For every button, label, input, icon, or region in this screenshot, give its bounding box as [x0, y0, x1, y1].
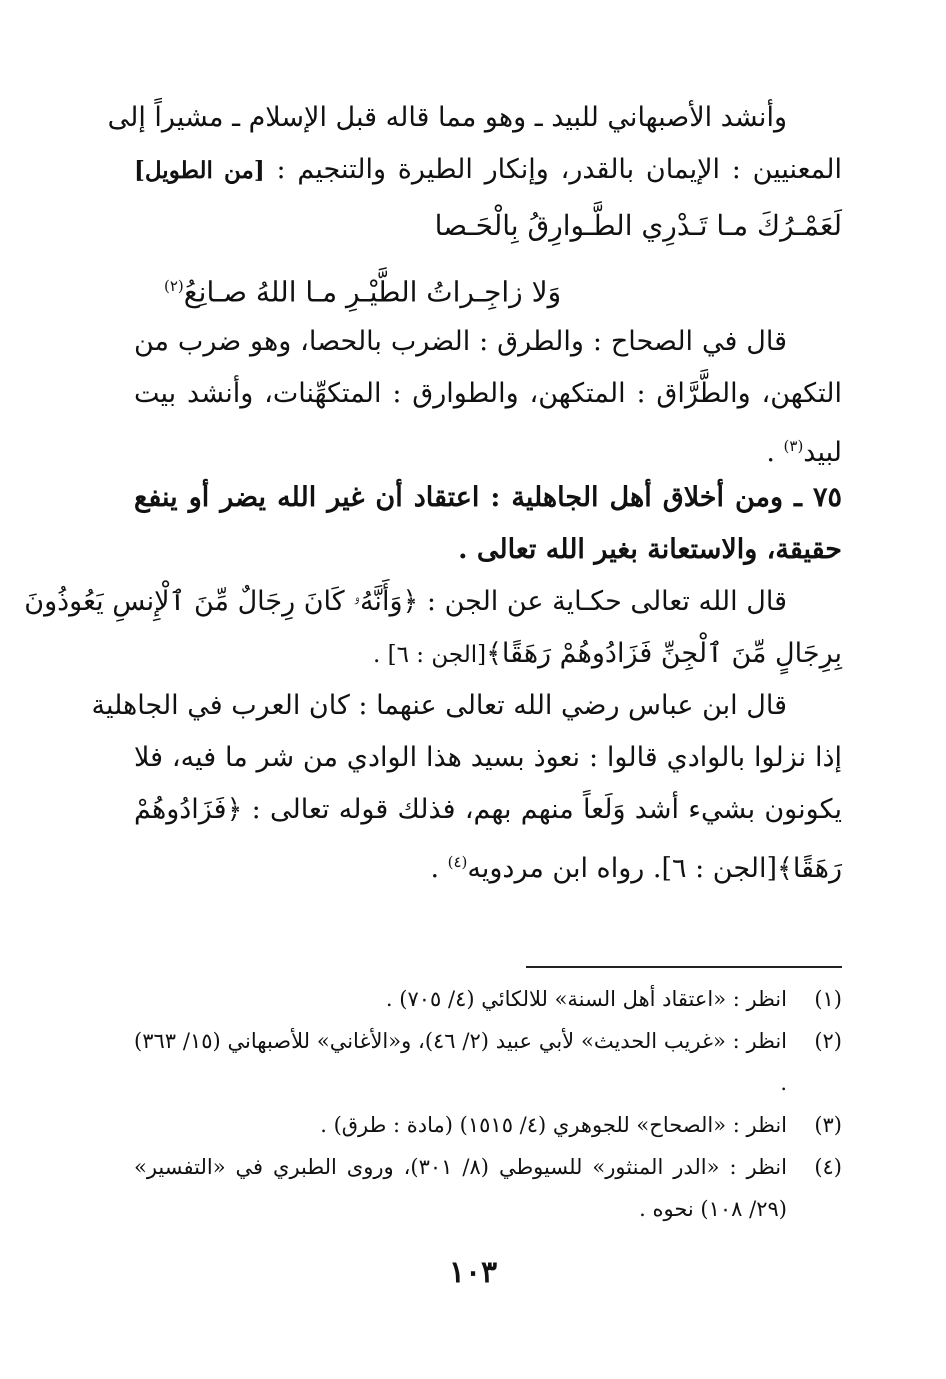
footnote-ref-2[interactable]: (٢)	[164, 277, 184, 295]
poem-verse-1: لَعَمْـرُكَ مـا تَـدْرِي الطَّـوارِقُ بِالْحَـصا	[434, 209, 842, 242]
page-number: ١٠٣	[448, 1255, 498, 1290]
quran-verse-4: رَهَقًا﴾	[777, 853, 842, 884]
footnote-ref-4[interactable]: (٤)	[447, 853, 468, 871]
footnote-number: (٣)	[814, 1113, 842, 1137]
jinn-line-1	[24, 576, 842, 628]
footnote-number: (٢)	[814, 1029, 842, 1053]
footnote-1	[134, 978, 842, 1020]
jinn-line-2	[134, 628, 842, 680]
sihah-line-2: التكهن، والطَّرَّاق : المتكهن، والطوارق : المتكهِّنات، وأنشد بيت	[134, 378, 842, 409]
jinn-line-1-text: قال الله تعالى حكـاية عن الجن :	[426, 586, 787, 617]
intro-line-1: وأنشد الأصبهاني للبيد ـ وهو مما قاله قبل الإسلام ـ مشيراً إلى	[107, 102, 787, 133]
quran-verse-3: ﴿فَزَادُوهُمْ	[134, 794, 243, 825]
footnote-text: انظر : «الصحاح» للجوهري (٤/ ١٥١٥) (مادة : طرق) .	[320, 1113, 787, 1137]
poem-verse-2-text: وَلا زاجِـراتُ الطَّيْـرِ مـا اللهُ صـانِعُ	[183, 275, 562, 309]
sihah-line-3	[134, 420, 842, 472]
sihah-period: .	[766, 437, 784, 468]
section-heading-line-1: ٧٥ ـ ومن أخلاق أهل الجاهلية : اعتقاد أن غير الله يضر أو ينفع	[134, 482, 842, 513]
footnote-text: انظر : «اعتقاد أهل السنة» للالكائي (٤/ ٧٠٥) .	[385, 987, 787, 1011]
footnote-text: انظر : «الدر المنثور» للسيوطي (٨/ ٣٠١)، وروى الطبري في «التفسير» (٢٩/ ١٠٨) نحوه .	[134, 1155, 787, 1221]
footnote-text: انظر : «غريب الحديث» لأبي عبيد (٢/ ٤٦)، و«الأغاني» للأصبهاني (١٥/ ٣٦٣) .	[134, 1029, 787, 1095]
ibn-abbas-line-2: إذا نزلوا بالوادي قالوا : نعوذ بسيد هذا الوادي من شر ما فيه، فلا	[134, 742, 842, 773]
main-text	[24, 92, 842, 888]
sihah-line-3-text: لبيد	[803, 437, 842, 468]
footnotes	[134, 978, 842, 1230]
footnote-3	[134, 1104, 842, 1146]
ibn-abbas-line-4-text: [الجن : ٦]. رواه ابن مردويه	[467, 853, 778, 884]
footnote-ref-3[interactable]: (٣)	[783, 437, 804, 455]
ibn-abbas-line-3-text: يكونون بشيء أشد وَلَعاً منهم بهم، فذلك قوله تعالى :	[251, 794, 842, 825]
ibn-abbas-line-4	[134, 836, 842, 888]
footnote-number: (٤)	[814, 1155, 842, 1179]
sihah-line-1: قال في الصحاح : والطرق : الضرب بالحصا، وهو ضرب من	[134, 326, 787, 357]
footnote-number: (١)	[814, 987, 842, 1011]
ibn-abbas-line-3	[134, 784, 842, 836]
section-heading-line-2: حقيقة، والاستعانة بغير الله تعالى .	[458, 534, 842, 565]
quran-verse-2: بِرِجَالٍ مِّنَ ٱلْجِنِّ فَزَادُوهُمْ رَهَقًا﴾	[486, 638, 842, 669]
ibn-abbas-line-1: قال ابن عباس رضي الله تعالى عنهما : كان العرب في الجاهلية	[91, 690, 787, 721]
quran-verse-1: ﴿وَأَنَّهُۥ كَانَ رِجَالٌ مِّنَ ٱلْإِنسِ يَعُوذُونَ	[24, 586, 419, 617]
poem-verse-2	[134, 256, 842, 316]
footnote-divider	[526, 966, 842, 968]
intro-line-2	[134, 144, 842, 196]
meter-label: [من الطويل]	[134, 157, 265, 184]
footnote-4	[134, 1146, 842, 1230]
quran-ref-jinn: [الجن : ٦] .	[373, 642, 487, 668]
intro-line-2-text: المعنيين : الإيمان بالقدر، وإنكار الطيرة والتنجيم :	[276, 154, 842, 185]
footnote-2	[134, 1020, 842, 1104]
ibn-abbas-period: .	[430, 853, 448, 884]
